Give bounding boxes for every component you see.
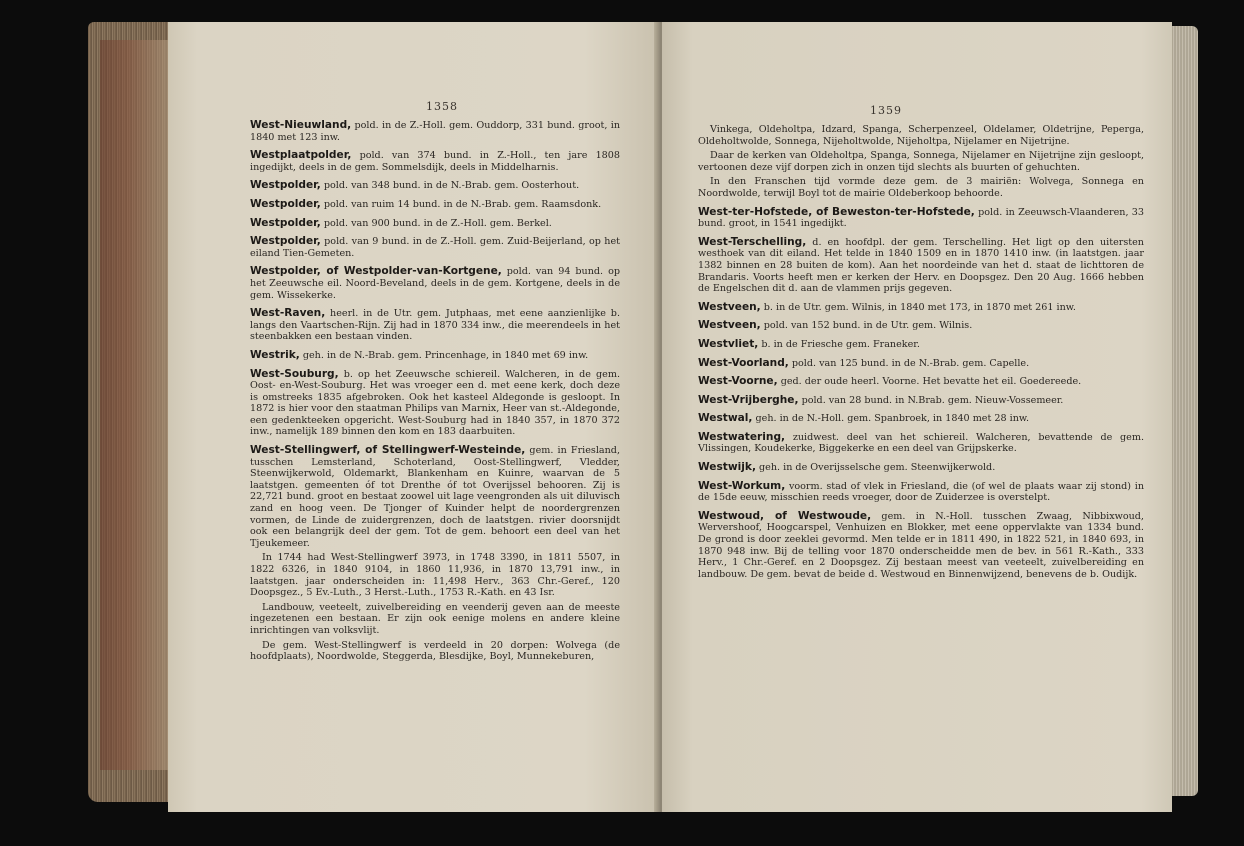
dictionary-entry	[250, 308, 620, 343]
entry-text: Vinkega, Oldeholtpa, Idzard, Spanga, Scherpenzeel, Oldelamer, Oldetrijne, Peperga, Oldeholtwolde, Sonnega, Nijeholtwolde, Nijeholtpa, Nijelamer en Nijetrijne.	[698, 124, 1144, 147]
entry-headword: Westpolder,	[250, 197, 321, 210]
entry-text: pold. in Zeeuwsch-Vlaanderen, 33 bund. groot, in 1541 ingedijkt.	[698, 206, 1145, 230]
entry-text: voorm. stad of vlek in Friesland, die (of wel de plaats waar zij stond) in de 15de eeuw, misschien reeds vroeger, door de Zuiderzee is overstelpt.	[698, 480, 1144, 504]
dictionary-entry	[250, 150, 620, 173]
entry-headword: Westrik,	[250, 348, 300, 361]
dictionary-entry	[698, 413, 1144, 425]
entry-text: gem. in N.-Holl. tusschen Zwaag, Nibbixwoud, Wervershoof, Hoogcarspel, Venhuizen en Blokker, met eene oppervlakte van 1334 bund. De grond is door zeeklei gevormd. Men telde er in 1811 490, in 1822 521, in 1840 693, in 1870 948 inw. Bij de telling voor 1870 onderscheidde men de bev. in 561 R.-Kath., 333 Herv., 1 Chr.-Geref. en 2 Doopsgez. Zij bestaan meest van veeteelt, zuivelbereiding en landbouw. De gem. bevat de beide d. Westwoud en Binnenwijzend, benevens de b. Oudijk.	[698, 510, 1144, 580]
dictionary-entry	[250, 120, 620, 143]
dictionary-entry	[698, 358, 1144, 370]
dictionary-entry	[250, 369, 620, 439]
entry-text: Landbouw, veeteelt, zuivelbereiding en veenderij geven aan de meeste ingezetenen een bestaan. Er zijn ook eenige molens en andere kleine inrichtingen van volksvlijt.	[250, 601, 620, 636]
entry-text: In 1744 had West-Stellingwerf 3973, in 1748 3390, in 1811 5507, in 1822 6326, in 1840 9104, in 1860 11,936, in 1870 13,791 inw., in laatstgen. jaar onderscheiden in: 11,498 Herv., 363 Chr.-Geref., 120 Doopsgez., 5 Ev.-Luth., 3 Herst.-Luth., 1753 R.-Kath. en 43 Isr.	[250, 552, 620, 599]
entry-headword: Westwoud, of Westwoude,	[698, 509, 872, 522]
dictionary-entry	[698, 320, 1144, 332]
entry-headword: Westpolder,	[250, 216, 321, 229]
right-text-column	[698, 124, 1145, 587]
entry-text: geh. in de Overijsselsche gem. Steenwijkerwold.	[755, 462, 996, 474]
dictionary-entry	[698, 237, 1144, 295]
entry-headword: West-Workum,	[698, 479, 786, 492]
entry-text: pold. van 152 bund. in de Utr. gem. Wilnis.	[760, 320, 973, 332]
entry-headword: Westpolder,	[250, 235, 321, 248]
dictionary-entry	[698, 481, 1144, 504]
entry-headword: West-ter-Hofstede, of Beweston-ter-Hofstede,	[698, 205, 975, 218]
dictionary-entry	[250, 350, 620, 362]
entry-headword: Westpolder, of Westpolder-van-Kortgene,	[250, 265, 502, 278]
entry-text: geh. in de N.-Brab. gem. Princenhage, in 1840 met 69 inw.	[299, 349, 589, 361]
entry-headword: Westpolder,	[250, 179, 321, 192]
dictionary-entry	[250, 640, 620, 663]
dictionary-entry	[250, 552, 620, 598]
entry-headword: West-Nieuwland,	[250, 119, 352, 131]
entry-text: pold. van 125 bund. in de N.-Brab. gem. Capelle.	[788, 357, 1030, 369]
entry-text: In den Franschen tijd vormde deze gem. de 3 mairiën: Wolvega, Sonnega en Noordwolde, terwijl Boyl tot de mairie Oldeberkoop behoorde.	[698, 176, 1144, 199]
dictionary-entry	[698, 302, 1144, 314]
dictionary-entry	[698, 150, 1144, 173]
entry-headword: West-Raven,	[250, 307, 326, 320]
entry-text: geh. in de N.-Holl. gem. Spanbroek, in 1840 met 28 inw.	[752, 413, 1030, 425]
dictionary-entry	[250, 266, 620, 301]
entry-text: pold. van 9 bund. in de Z.-Holl. gem. Zuid-Beijerland, op het eiland Tien-Gemeten.	[250, 236, 620, 259]
entry-text: pold. van 94 bund. op het Zeeuwsche eil. Noord-Beveland, deels in de gem. Kortgene, deels in de gem. Wissekerke.	[250, 266, 620, 301]
dictionary-entry	[250, 602, 620, 637]
entry-headword: Westwal,	[698, 412, 753, 425]
left-text-column	[250, 120, 620, 670]
entry-text: zuidwest. deel van het schiereil. Walcheren, bevattende de gem. Vlissingen, Koudekerke, Biggekerke en een deel van Grijpskerke.	[698, 431, 1144, 455]
entry-headword: Westplaatpolder,	[250, 149, 352, 162]
entry-text: b. in de Utr. gem. Wilnis, in 1840 met 173, in 1870 met 261 inw.	[760, 301, 1076, 313]
dictionary-entry	[250, 218, 620, 230]
entry-headword: Westveen,	[698, 300, 761, 313]
entry-headword: West-Terschelling,	[698, 235, 807, 248]
entry-text: Daar de kerken van Oldeholtpa, Spanga, Sonnega, Nijelamer en Nijetrijne zijn gesloopt, vertoonen deze vijf dorpen zich in onzen tijd slechts als buurten of gehuchten.	[698, 150, 1144, 173]
entry-text: pold. van ruim 14 bund. in de N.-Brab. gem. Raamsdonk.	[320, 198, 602, 210]
entry-headword: West-Voorne,	[698, 375, 778, 388]
left-page	[168, 22, 658, 812]
dictionary-entry	[698, 376, 1144, 388]
dictionary-entry	[698, 176, 1144, 199]
dictionary-entry	[698, 511, 1144, 581]
entry-text: heerl. in de Utr. gem. Jutphaas, met eene aanzienlijke b. langs den Vaartschen-Rijn. Zij had in 1870 334 inw., die meerendeels in het steenbakken een bestaan vinden.	[250, 308, 620, 343]
entry-headword: Westwijk,	[698, 461, 756, 474]
dictionary-entry	[250, 180, 620, 192]
page-block-tint	[100, 40, 170, 770]
dictionary-entry	[698, 339, 1144, 351]
page-block-edge-right	[1172, 26, 1198, 796]
entry-text: pold. van 348 bund. in de N.-Brab. gem. Oosterhout.	[320, 180, 580, 192]
entry-headword: West-Souburg,	[250, 367, 339, 380]
entry-text: d. en hoofdpl. der gem. Terschelling. Het ligt op den uitersten westhoek van dit eiland. Het telde in 1840 1509 en in 1870 1410 inw. (in laatstgen. jaar 1382 binnen en 28 buiten de kom). Aan het noordeinde van het d. staat de lichttoren de Brandaris. Voorts heeft men er kerken der Herv. en Doopsgez. Den 20 Aug. 1666 hebben de Engelschen dit d. aan de vlammen prijs gegeven.	[698, 236, 1144, 295]
dictionary-entry	[698, 395, 1144, 407]
dictionary-entry	[250, 199, 620, 211]
entry-text: pold. van 28 bund. in N.Brab. gem. Nieuw-Vossemeer.	[798, 394, 1064, 406]
entry-headword: Westvliet,	[698, 337, 759, 350]
entry-headword: West-Stellingwerf, of Stellingwerf-Westeinde,	[250, 444, 526, 457]
dictionary-entry	[698, 207, 1144, 230]
dictionary-entry	[698, 462, 1144, 474]
page-number: 1359	[870, 104, 902, 117]
dictionary-entry	[698, 124, 1144, 147]
page-number: 1358	[426, 100, 458, 113]
entry-text: b. op het Zeeuwsche schiereil. Walcheren, in de gem. Oost- en-West-Souburg. Het was vroeger een d. met eene kerk, doch deze is omstreeks 1835 afgebroken. Ook het kasteel Aldegonde is gesloopt. In 1872 is hier voor den staatman Philips van Marnix, Heer van st.-Aldegonde, een gedenkteeken opgericht. West-Souburg had in 1840 357, in 1870 372 inw., namelijk 189 binnen den kom en 183 daarbuiten.	[250, 368, 620, 438]
entry-text: pold. in de Z.-Holl. gem. Ouddorp, 331 bund. groot, in 1840 met 123 inw.	[250, 120, 620, 143]
entry-text: De gem. West-Stellingwerf is verdeeld in 20 dorpen: Wolvega (de hoofdplaats), Noordwolde, Steggerda, Blesdijke, Boyl, Munnekeburen,	[250, 639, 620, 663]
entry-text: b. in de Friesche gem. Franeker.	[758, 338, 920, 350]
entry-headword: West-Vrijberghe,	[698, 393, 799, 406]
entry-text: gem. in Friesland, tusschen Lemsterland, Schoterland, Oost-Stellingwerf, Vledder, Steenwijkerwold, Oldemarkt, Blankenham en Kuinre, waarvan de 5 laatstgen. gemeenten óf tot Drenthe óf tot Overijssel behooren. Zij is 22,721 bund. groot en bestaat zoowel uit lage veengronden als uit diluvisch zand en hoog veen. De Tjonger of Kuinder helpt de noordergrenzen vormen, de Linde de zuidergrenzen, doch de laatstgen. rivier doorsnijdt ook een belangrijk deel der gem. Tot de gem. behoort een deel van het Tjeukemeer.	[250, 445, 620, 549]
entry-text: pold. van 900 bund. in de Z.-Holl. gem. Berkel.	[320, 217, 552, 229]
entry-text: pold. van 374 bund. in Z.-Holl., ten jare 1808 ingedijkt, deels in de gem. Sommelsdijk, deels in Middelharnis.	[250, 150, 620, 173]
right-page	[662, 22, 1172, 812]
dictionary-entry	[250, 445, 620, 549]
dictionary-entry	[250, 236, 620, 259]
entry-headword: West-Voorland,	[698, 356, 789, 369]
entry-headword: Westveen,	[698, 319, 761, 332]
entry-text: ged. der oude heerl. Voorne. Het bevatte het eil. Goedereede.	[777, 376, 1082, 388]
dictionary-entry	[698, 432, 1144, 455]
entry-headword: Westwatering,	[698, 430, 786, 443]
